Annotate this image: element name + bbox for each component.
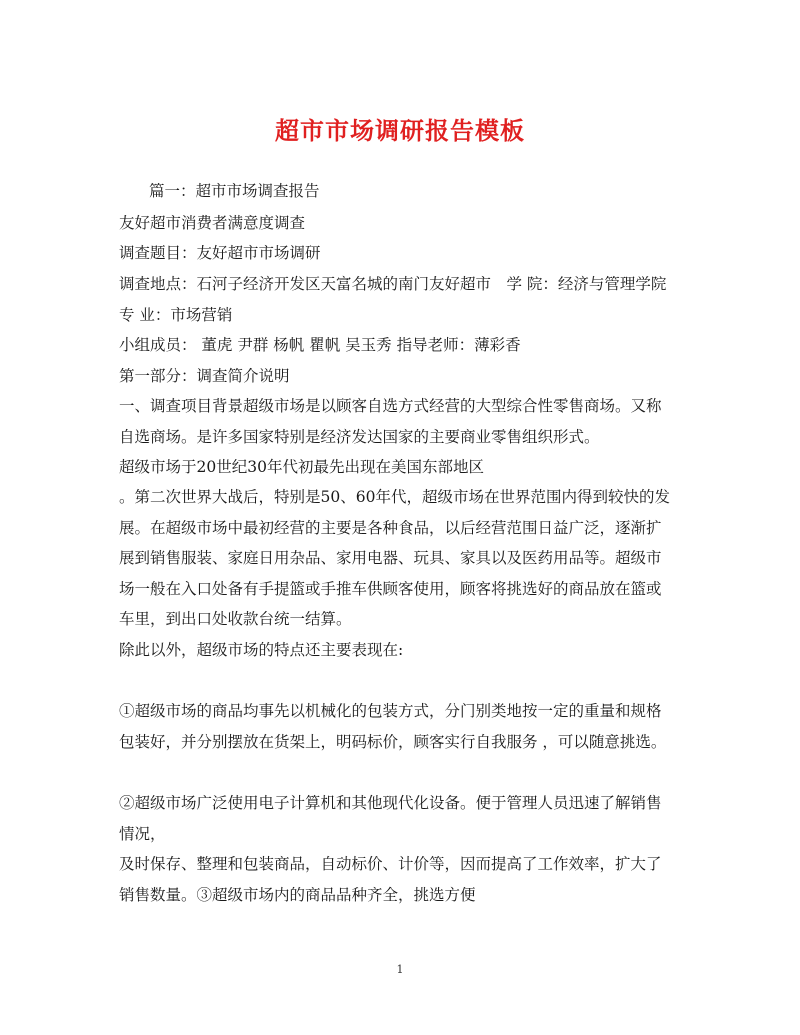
text-line: 友好超市消费者满意度调查 — [119, 214, 306, 232]
text-line: ②超级市场广泛使用电子计算机和其他现代化设备。便于管理人员迅速了解销售 — [119, 794, 662, 812]
text-line: 调查题目：友好超市市场调研 — [119, 244, 321, 262]
text-line: 第一部分：调查简介说明 — [119, 367, 290, 385]
text-line: 及时保存、整理和包装商品，自动标价、计价等，因而提高了工作效率，扩大了 — [119, 855, 662, 873]
text-line: 展到销售服装、家庭日用杂品、家用电器、玩具、家具以及医药用品等。超级市 — [119, 549, 662, 567]
text-line: 展。在超级市场中最初经营的主要是各种食品，以后经营范围日益广泛，逐渐扩 — [119, 519, 662, 537]
text-line: 车里，到出口处收款台统一结算。 — [119, 610, 352, 628]
text-line: 篇一：超市市场调查报告 — [149, 182, 320, 200]
text-line: 一、调查项目背景超级市场是以顾客自选方式经营的大型综合性零售商场。又称 — [119, 397, 662, 415]
text-line: 超级市场于20世纪30年代初最先出现在美国东部地区 — [119, 458, 484, 476]
text-line: 除此以外，超级市场的特点还主要表现在: — [119, 641, 404, 659]
text-line: 销售数量。③超级市场内的商品品种齐全，挑选方便 — [119, 886, 476, 904]
text-line: 调查地点：石河子经济开发区天富名城的南门友好超市 学 院：经济与管理学院 — [119, 275, 667, 293]
text-line: 自选商场。是许多国家特别是经济发达国家的主要商业零售组织形式。 — [119, 428, 600, 446]
document-title: 超市市场调研报告模板 — [275, 116, 525, 145]
page-number: 1 — [396, 963, 404, 976]
text-line: 专 业：市场营销 — [119, 306, 233, 324]
text-line: 情况， — [119, 825, 166, 843]
text-line: ①超级市场的商品均事先以机械化的包装方式，分门别类地按一定的重量和规格 — [119, 702, 662, 720]
text-line: 场一般在入口处备有手提篮或手推车供顾客使用，顾客将挑选好的商品放在篮或 — [119, 580, 662, 598]
text-line: 包装好，并分别摆放在货架上，明码标价，顾客实行自我服务 ，可以随意挑选。 — [119, 733, 667, 751]
text-line: 小组成员： 董虎 尹群 杨帆 瞿帆 吴玉秀 指导老师：薄彩香 — [119, 336, 521, 354]
text-line: 。第二次世界大战后，特别是50、60年代，超级市场在世界范围内得到较快的发 — [119, 488, 670, 506]
